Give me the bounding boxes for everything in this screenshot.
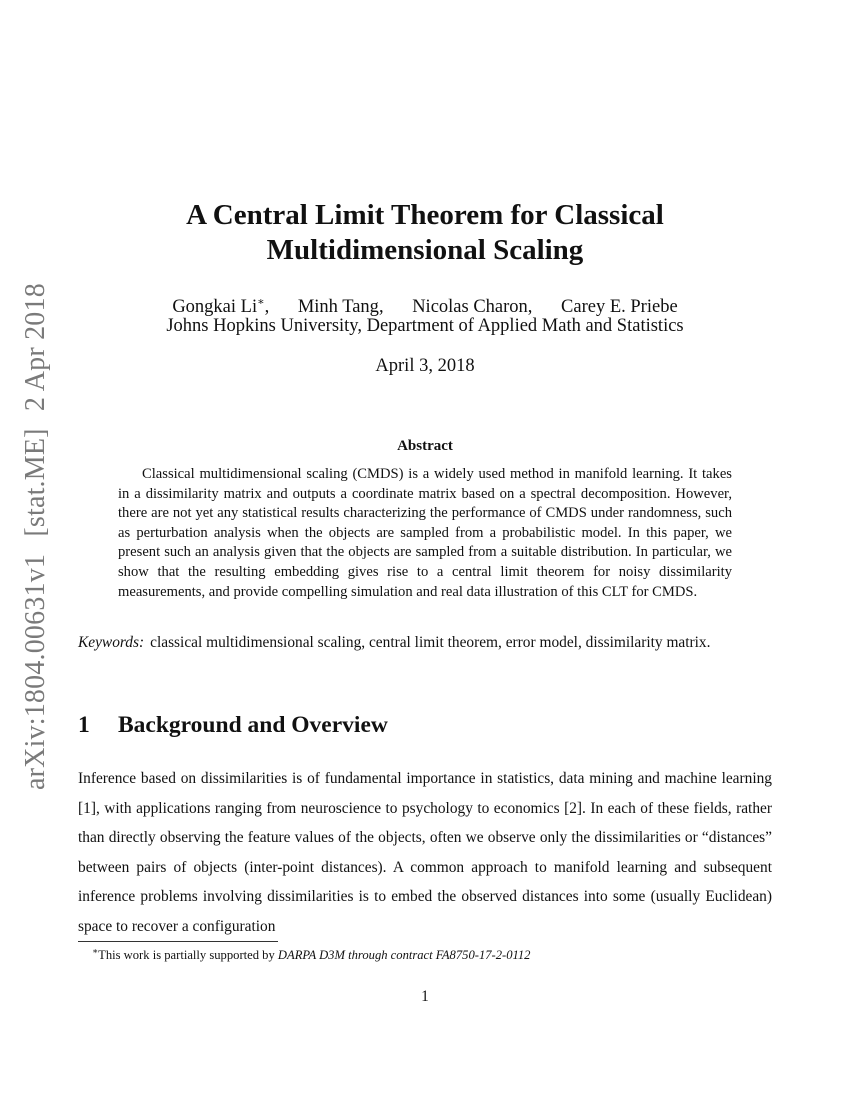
section-heading — [78, 712, 388, 739]
footnote-mark: ∗ — [92, 946, 99, 956]
arxiv-identifier: arXiv:1804.00631v1 — [20, 553, 51, 790]
paper-title — [0, 198, 850, 268]
arxiv-date: 2 Apr 2018 — [20, 283, 51, 412]
author-2 — [298, 297, 384, 317]
footnote-contract: DARPA D3M through contract FA8750-17-2-0112 — [277, 948, 531, 963]
publication-date: April 3, 2018 — [375, 356, 475, 376]
author-footnote-mark: ∗ — [257, 296, 265, 308]
author-name: Gongkai Li — [172, 297, 258, 318]
title-line-1: A Central Limit Theorem for Classical — [186, 199, 664, 231]
section-number: 1 — [78, 712, 90, 738]
page-number: 1 — [421, 988, 429, 1005]
title-line-2: Multidimensional Scaling — [266, 234, 584, 266]
footnote — [92, 946, 530, 963]
author-separator: , — [527, 297, 533, 318]
author-3 — [412, 297, 532, 317]
arxiv-stamp — [20, 273, 52, 790]
abstract-text: Classical multidimensional scaling (CMDS) is a widely used method in manifold learning. It takes in a dissimilarity matrix and outputs a coordinate matrix based on a spectral decomposition. However, there are not yet any statistical results characterizing the performance of CMDS under randomness, such as perturbation analysis when the objects are sampled from a probabilistic model. In this paper, we present such an analysis given that the objects are sampled from a suitable distribution. In particular, we show that the resulting embedding gives rise to a central limit theorem for noisy dissimilarity measurements, and provide compelling simulation and real data illustration of this CLT for CMDS. — [118, 466, 732, 600]
keywords-label: Keywords: — [78, 634, 145, 651]
author-1 — [172, 297, 269, 317]
author-name: Nicolas Charon — [412, 297, 528, 318]
author-name: Carey E. Priebe — [561, 297, 678, 318]
author-list — [0, 290, 850, 319]
section-title: Background and Overview — [118, 712, 388, 738]
author-separator: , — [378, 297, 384, 318]
footnote-rule — [78, 941, 278, 942]
keywords-text: classical multidimensional scaling, central limit theorem, error model, dissimilarity matrix. — [150, 634, 711, 651]
abstract-heading: Abstract — [397, 438, 453, 454]
author-4 — [561, 297, 678, 317]
keywords — [78, 632, 772, 653]
affiliation: Johns Hopkins University, Department of Applied Math and Statistics — [166, 316, 684, 336]
arxiv-category: [stat.ME] — [20, 428, 51, 537]
section-paragraph: Inference based on dissimilarities is of fundamental importance in statistics, data mining and machine learning [1], with applications ranging from neuroscience to psychology to economics [2]. In each of these fields, rather than directly observing the feature values of the objects, often we observe only the dissimilarities or “distances” between pairs of objects (inter-point distances). A common approach to manifold learning and subsequent inference problems involving dissimilarities is to embed the observed distances into some (usually Euclidean) space to recover a configuration — [78, 770, 772, 935]
author-separator: , — [264, 297, 270, 318]
footnote-text: This work is partially supported by — [98, 948, 278, 963]
author-name: Minh Tang — [297, 297, 379, 318]
